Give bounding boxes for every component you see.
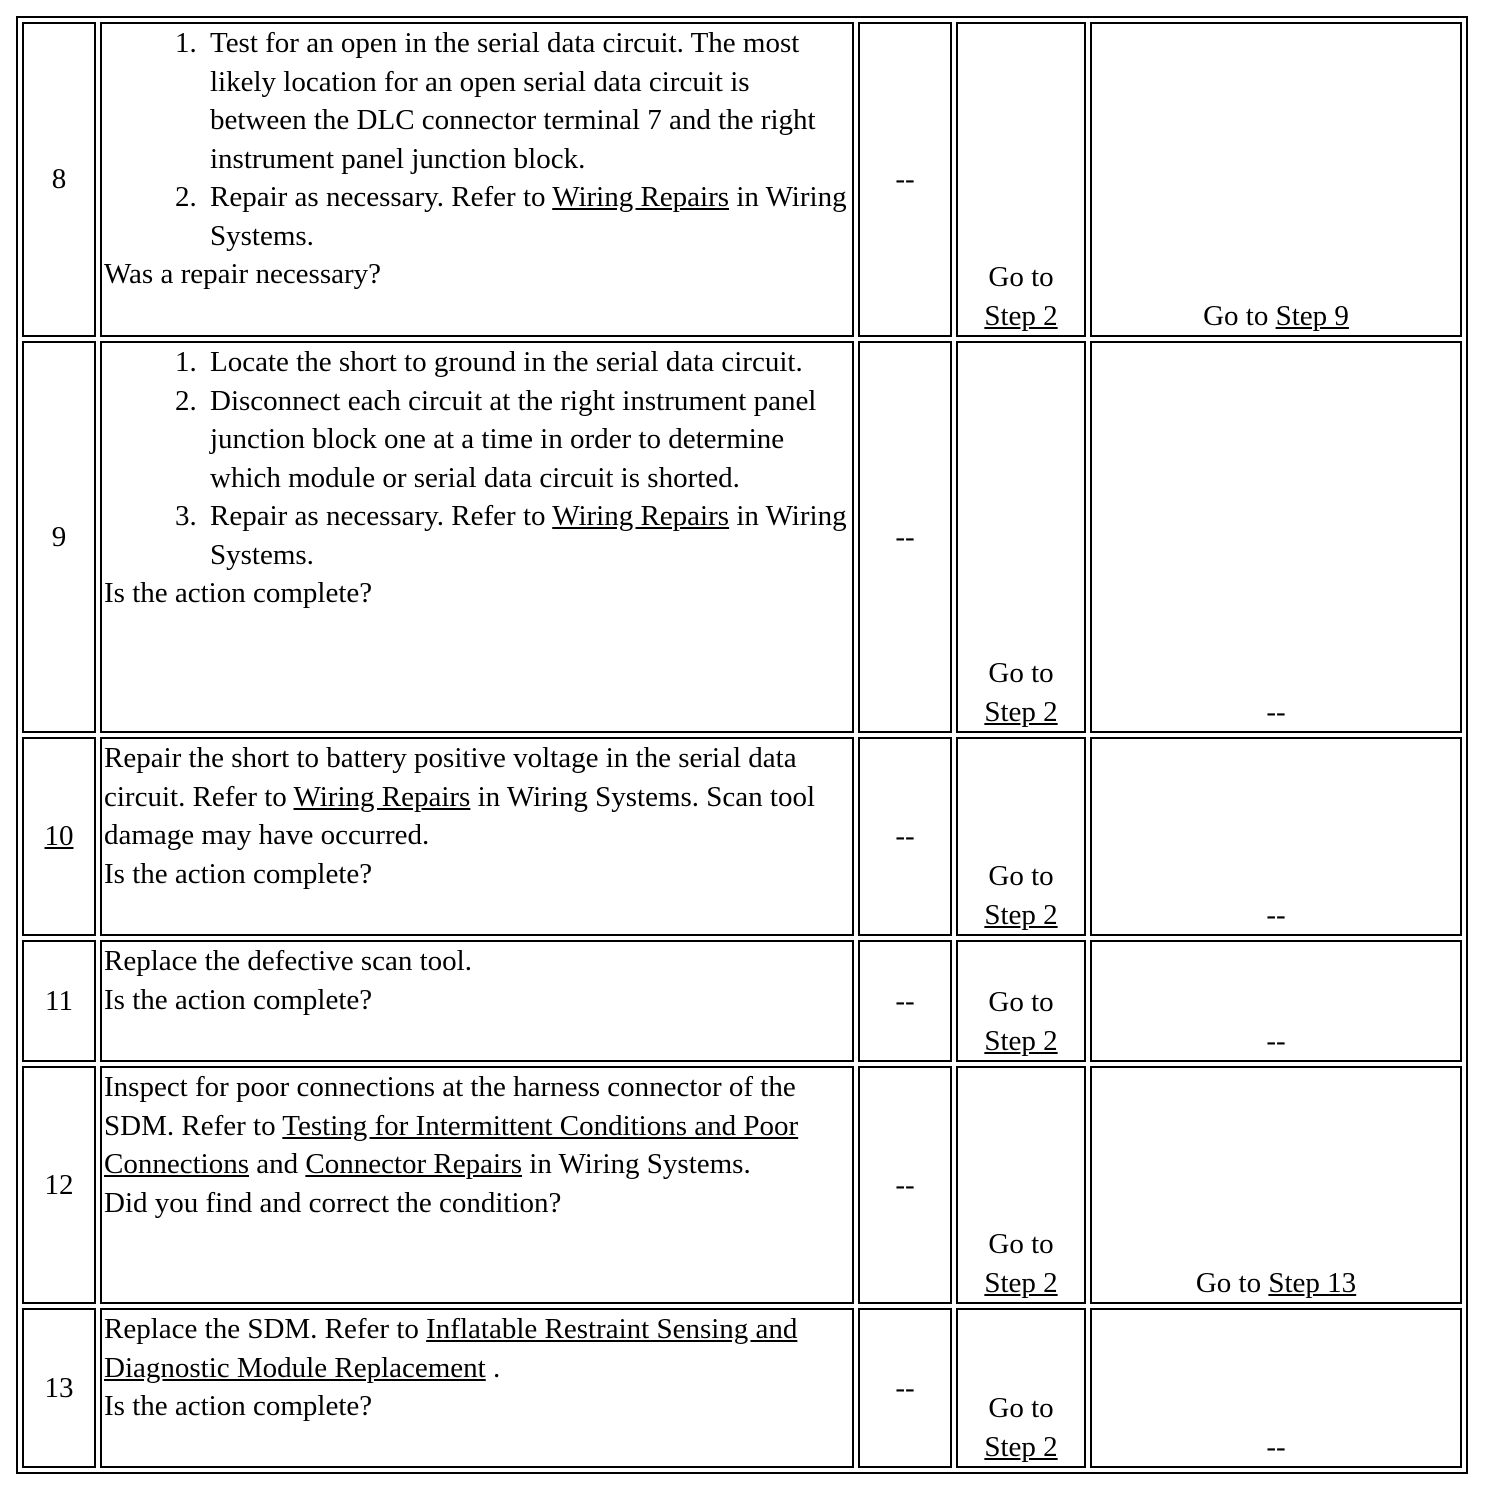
value-cell: -- — [858, 22, 952, 337]
action-cell — [100, 1066, 854, 1304]
yes-cell: Go to Step 2 — [956, 1066, 1086, 1304]
diagnostic-table — [16, 16, 1468, 1474]
connector-repairs-link[interactable]: Connector Repairs — [305, 1148, 523, 1180]
yes-cell: Go to Step 2 — [956, 22, 1086, 337]
go-to-step-2-link[interactable]: Step 2 — [984, 1266, 1058, 1299]
action-text: Inspect for poor connections at the harness connector of the SDM. Refer to Testing for Intermittent Conditions and Poor Connections and Connector Repairs in Wiring Systems. — [104, 1071, 799, 1180]
action-cell — [100, 940, 854, 1062]
table-row — [22, 1308, 1462, 1468]
step-number: 9 — [22, 341, 96, 733]
wiring-repairs-link[interactable]: Wiring Repairs — [552, 500, 730, 532]
action-steps — [104, 24, 850, 255]
value-cell: -- — [858, 940, 952, 1062]
action-text: Repair the short to battery positive voltage in the serial data circuit. Refer to Wiring Repairs in Wiring Systems. Scan tool damage may have occurred. — [104, 742, 816, 851]
go-to-step-2-link[interactable]: Step 2 — [984, 1024, 1058, 1057]
action-cell — [100, 22, 854, 337]
no-cell: Go to Step 13 — [1090, 1066, 1462, 1304]
no-cell: -- — [1090, 1308, 1462, 1468]
question-text: Was a repair necessary? — [104, 258, 382, 290]
no-cell: Go to Step 9 — [1090, 22, 1462, 337]
value-cell: -- — [858, 1066, 952, 1304]
question-text: Did you find and correct the condition? — [104, 1186, 562, 1219]
action-text: Replace the SDM. Refer to Inflatable Restraint Sensing and Diagnostic Module Replacement . — [104, 1313, 798, 1384]
go-to-step-2-link[interactable]: Step 2 — [984, 299, 1058, 332]
action-cell — [100, 1308, 854, 1468]
table-row — [22, 22, 1462, 337]
action-cell — [100, 341, 854, 733]
yes-cell: Go to Step 2 — [956, 341, 1086, 733]
step-number: 12 — [22, 1066, 96, 1304]
no-cell: -- — [1090, 737, 1462, 936]
go-to-step-2-link[interactable]: Step 2 — [984, 1430, 1058, 1463]
yes-cell: Go to Step 2 — [956, 1308, 1086, 1468]
value-cell: -- — [858, 737, 952, 936]
question-text: Is the action complete? — [104, 577, 373, 609]
action-step: 2. Disconnect each circuit at the right instrument panel junction block one at a time in order to determine which module or serial data circuit is shorted. — [204, 382, 850, 498]
wiring-repairs-link[interactable]: Wiring Repairs — [552, 181, 730, 213]
action-text: Replace the defective scan tool. — [104, 945, 472, 977]
table-row — [22, 1066, 1462, 1304]
table-row — [22, 737, 1462, 936]
go-to-step-2-link[interactable]: Step 2 — [984, 695, 1058, 728]
question-text: Is the action complete? — [104, 1390, 373, 1422]
action-step: 3. Repair as necessary. Refer to Wiring Repairs in Wiring Systems. — [204, 497, 850, 574]
value-cell: -- — [858, 1308, 952, 1468]
action-steps — [104, 343, 850, 574]
yes-cell: Go to Step 2 — [956, 940, 1086, 1062]
table-row — [22, 341, 1462, 733]
step-number: 11 — [22, 940, 96, 1062]
go-to-step-2-link[interactable]: Step 2 — [984, 898, 1058, 931]
sdm-replacement-link[interactable]: Inflatable Restraint Sensing and Diagnostic Module Replacement — [104, 1313, 798, 1384]
table-row — [22, 940, 1462, 1062]
go-to-step-9-link[interactable]: Step 9 — [1275, 299, 1349, 332]
no-cell: -- — [1090, 940, 1462, 1062]
wiring-repairs-link[interactable]: Wiring Repairs — [293, 780, 471, 813]
no-cell: -- — [1090, 341, 1462, 733]
go-to-step-13-link[interactable]: Step 13 — [1268, 1266, 1357, 1299]
value-cell: -- — [858, 341, 952, 733]
action-step: 1. Test for an open in the serial data circuit. The most likely location for an open serial data circuit is between the DLC connector terminal 7 and the right instrument panel junction block. — [204, 24, 850, 178]
step-10-link[interactable]: 10 — [44, 820, 74, 853]
action-step: 2. Repair as necessary. Refer to Wiring Repairs in Wiring Systems. — [204, 178, 850, 255]
testing-intermittent-conditions-link[interactable]: Testing for Intermittent Conditions and Poor Connections — [104, 1109, 799, 1180]
action-cell — [100, 737, 854, 936]
step-number — [22, 737, 96, 936]
step-number: 13 — [22, 1308, 96, 1468]
question-text: Is the action complete? — [104, 857, 373, 890]
yes-cell: Go to Step 2 — [956, 737, 1086, 936]
question-text: Is the action complete? — [104, 983, 373, 1016]
action-step: 1. Locate the short to ground in the serial data circuit. — [204, 343, 850, 382]
step-number: 8 — [22, 22, 96, 337]
